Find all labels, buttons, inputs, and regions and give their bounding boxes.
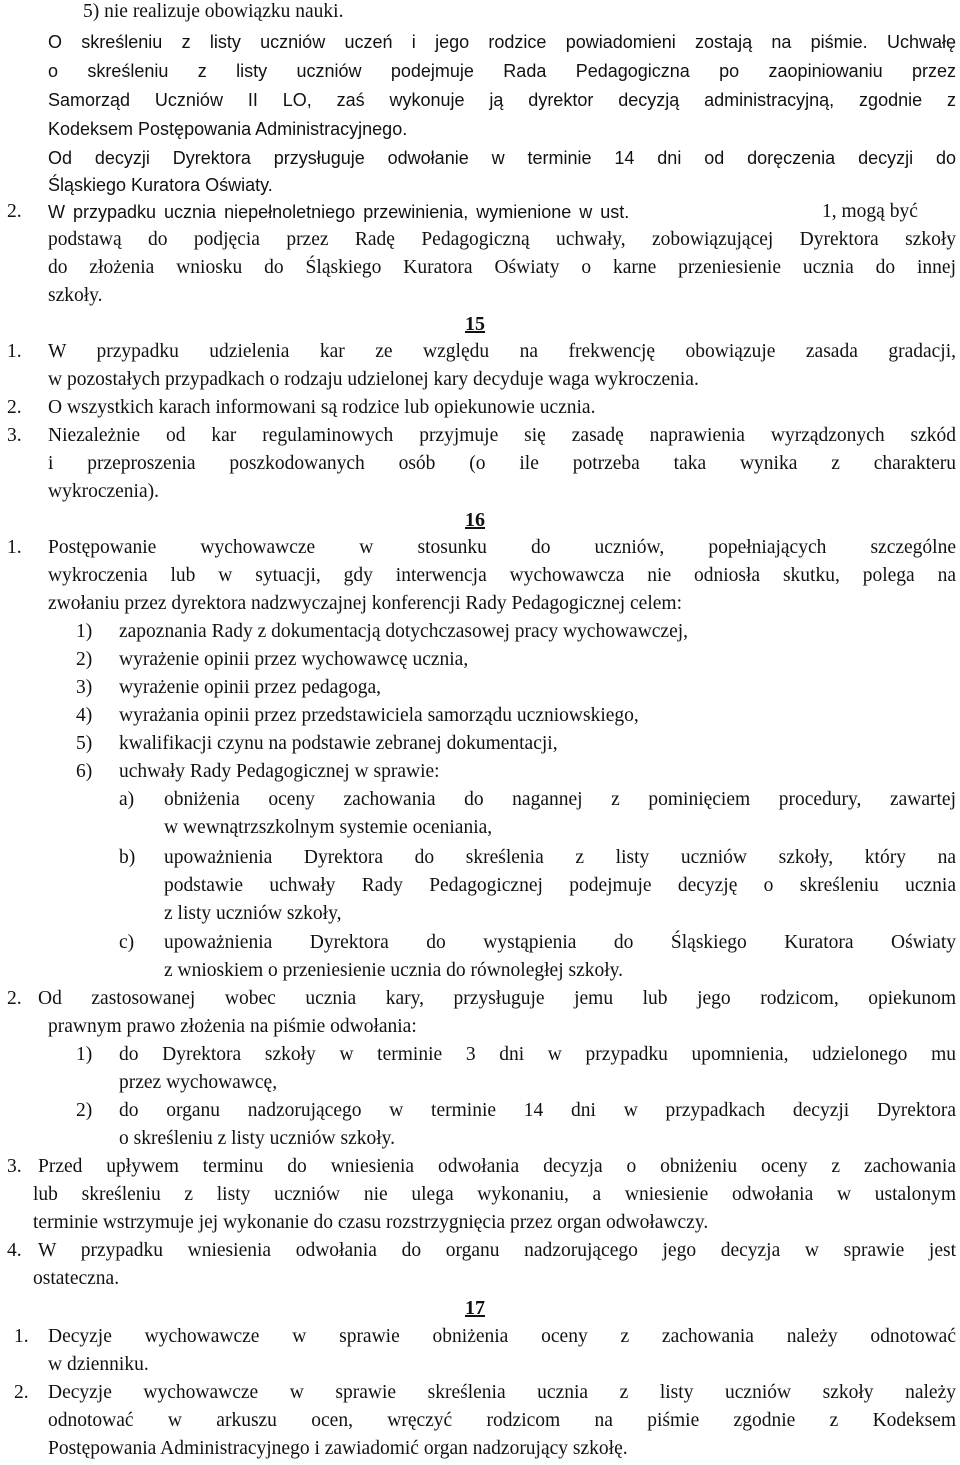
- paragraph-line: do złożenia wniosku do Śląskiego Kuratora Oświaty o karne przeniesienie ucznia do innej: [48, 257, 956, 278]
- item-letter: c): [119, 932, 135, 953]
- paragraph-line: terminie wstrzymuje jej wykonanie do czasu rozstrzygnięcia przez organ odwoławczy.: [33, 1212, 709, 1233]
- paragraph-line: W przypadku wniesienia odwołania do organu nadzorującego jego decyzja w sprawie jest: [38, 1240, 956, 1261]
- list-item: do organu nadzorującego w terminie 14 dni w przypadkach decyzji Dyrektora: [119, 1100, 956, 1121]
- paragraph-line: O skreśleniu z listy uczniów uczeń i jego rodzice powiadomieni zostają na piśmie. Uchwałę: [48, 32, 956, 52]
- paragraph-line: podstawą do podjęcia przez Radę Pedagogiczną uchwały, zobowiązującej Dyrektora szkoły: [48, 229, 956, 250]
- paragraph-line: Od zastosowanej wobec ucznia kary, przysługuje jemu lub jego rodzicom, opiekunom: [38, 988, 956, 1009]
- list-item-5: 5) nie realizuje obowiązku nauki.: [83, 1, 344, 22]
- paragraph-line: odnotować w arkuszu ocen, wręczyć rodzicom na piśmie zgodnie z Kodeksem: [48, 1410, 956, 1431]
- paragraph-line: szkoły.: [48, 285, 103, 306]
- list-item: uchwały Rady Pedagogicznej w sprawie:: [119, 761, 440, 782]
- item-number: 1.: [14, 1326, 29, 1347]
- list-item: zapoznania Rady z dokumentacją dotychczasowej pracy wychowawczej,: [119, 621, 689, 642]
- item-letter: a): [119, 789, 135, 810]
- list-item: w wewnątrzszkolnym systemie oceniania,: [164, 817, 493, 838]
- paragraph-line: W przypadku udzielenia kar ze względu na frekwencję obowiązuje zasada gradacji,: [48, 341, 956, 362]
- section-heading-15: 15: [465, 313, 485, 335]
- list-item: z listy uczniów szkoły,: [164, 903, 342, 924]
- list-item: do Dyrektora szkoły w terminie 3 dni w przypadku upomnienia, udzielonego mu: [119, 1044, 956, 1065]
- list-item: wyrażania opinii przez przedstawiciela samorządu uczniowskiego,: [119, 705, 639, 726]
- paragraph-line: O wszystkich karach informowani są rodzice lub opiekunowie ucznia.: [48, 397, 596, 418]
- list-item: obniżenia oceny zachowania do nagannej z pominięciem procedury, zawartej: [164, 789, 956, 810]
- list-item: kwalifikacji czynu na podstawie zebranej dokumentacji,: [119, 733, 558, 754]
- item-number: 3.: [7, 1156, 22, 1177]
- paragraph-line: ostateczna.: [33, 1268, 120, 1289]
- paragraph-line: w dzienniku.: [48, 1354, 149, 1375]
- paragraph-line: lub skreśleniu z listy uczniów nie ulega wykonaniu, a wniesienie odwołania w ustalonym: [33, 1184, 956, 1205]
- paragraph-line: Niezależnie od kar regulaminowych przyjmuje się zasadę naprawienia wyrządzonych szkód: [48, 425, 956, 446]
- list-item: z wnioskiem o przeniesienie ucznia do równoległej szkoły.: [164, 960, 624, 981]
- item-number: 2.: [7, 988, 22, 1009]
- paragraph-line: Od decyzji Dyrektora przysługuje odwołanie w terminie 14 dni od doręczenia decyzji do: [48, 148, 956, 168]
- item-number: 1): [76, 1044, 93, 1065]
- list-item: wyrażenie opinii przez wychowawcę ucznia,: [119, 649, 469, 670]
- item-number: 1.: [7, 537, 22, 558]
- list-item: przez wychowawcę,: [119, 1072, 278, 1093]
- item-number: 1.: [7, 341, 22, 362]
- list-item: wyrażenie opinii przez pedagoga,: [119, 677, 382, 698]
- paragraph-line: Przed upływem terminu do wniesienia odwołania decyzja o obniżeniu oceny z zachowania: [38, 1156, 956, 1177]
- list-item: upoważnienia Dyrektora do wystąpienia do Śląskiego Kuratora Oświaty: [164, 932, 956, 953]
- item-number: 2): [76, 649, 93, 670]
- section-heading-16: 16: [465, 509, 485, 531]
- item-letter: b): [119, 847, 136, 868]
- item-number: 3): [76, 677, 93, 698]
- paragraph-line: Decyzje wychowawcze w sprawie skreślenia ucznia z listy uczniów szkoły należy: [48, 1382, 956, 1403]
- list-item: o skreśleniu z listy uczniów szkoły.: [119, 1128, 396, 1149]
- paragraph-line: w pozostałych przypadkach o rodzaju udzielonej kary decyduje waga wykroczenia.: [48, 369, 699, 390]
- paragraph-line: prawnym prawo złożenia na piśmie odwołania:: [48, 1016, 417, 1037]
- paragraph-line: 1, mogą być: [822, 201, 918, 222]
- paragraph-line: wykroczenia lub w sytuacji, gdy interwencja wychowawcza nie odniosła skutku, polega na: [48, 565, 956, 586]
- paragraph-line: Samorząd Uczniów II LO, zaś wykonuje ją dyrektor decyzją administracyjną, zgodnie z: [48, 90, 956, 110]
- list-item: podstawie uchwały Rady Pedagogicznej podejmuje decyzję o skreśleniu ucznia: [164, 875, 956, 896]
- paragraph-line: Postępowanie wychowawcze w stosunku do uczniów, popełniających szczególne: [48, 537, 956, 558]
- item-number: 3.: [7, 425, 22, 446]
- paragraph-line: Kodeksem Postępowania Administracyjnego.: [48, 119, 408, 139]
- section-heading-17: 17: [465, 1297, 485, 1319]
- paragraph-line: Śląskiego Kuratora Oświaty.: [48, 175, 273, 195]
- item-number: 2.: [7, 397, 22, 418]
- item-number: 2): [76, 1100, 93, 1121]
- paragraph-line: Decyzje wychowawcze w sprawie obniżenia oceny z zachowania należy odnotować: [48, 1326, 956, 1347]
- paragraph-line: zwołaniu przez dyrektora nadzwyczajnej konferencji Rady Pedagogicznej celem:: [48, 593, 682, 614]
- paragraph-line: o skreśleniu z listy uczniów podejmuje Rada Pedagogiczna po zaopiniowaniu przez: [48, 61, 956, 81]
- paragraph-line: i przeproszenia poszkodowanych osób (o ile potrzeba taka wynika z charakteru: [48, 453, 956, 474]
- item-number: 2.: [7, 201, 22, 222]
- item-number: 4): [76, 705, 93, 726]
- item-number: 1): [76, 621, 93, 642]
- item-number: 6): [76, 761, 93, 782]
- paragraph-line: wykroczenia).: [48, 481, 159, 502]
- item-number: 4.: [7, 1240, 22, 1261]
- item-number: 5): [76, 733, 93, 754]
- paragraph-line: W przypadku ucznia niepełnoletniego przewinienia, wymienione w ust.: [48, 202, 630, 222]
- list-item: upoważnienia Dyrektora do skreślenia z listy uczniów szkoły, który na: [164, 847, 956, 868]
- item-number: 2.: [14, 1382, 29, 1403]
- paragraph-line: Postępowania Administracyjnego i zawiadomić organ nadzorujący szkołę.: [48, 1438, 628, 1459]
